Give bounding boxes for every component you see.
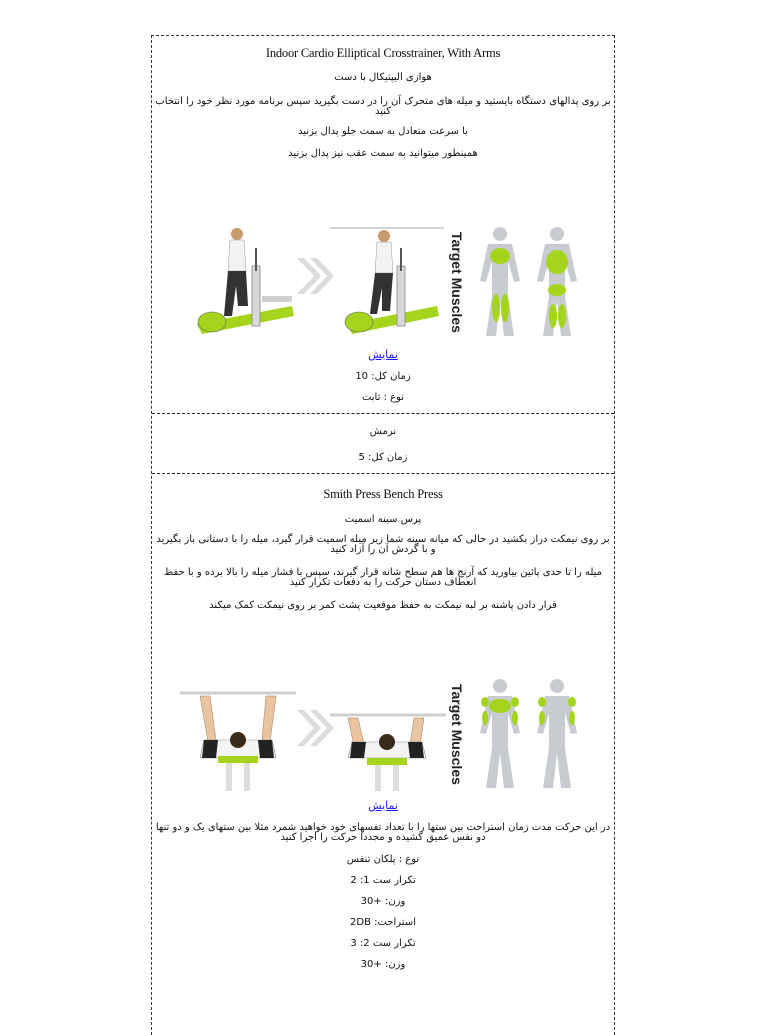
target-muscles-label: Target Muscles: [449, 684, 465, 785]
target-muscles-label: Target Muscles: [449, 232, 465, 333]
transition-arrow-icon: [297, 258, 334, 294]
exercise1-name: هوازی الیپتیکال با دست: [334, 72, 432, 83]
workout-frame: [151, 35, 615, 1035]
exercise1-image-row: [152, 226, 614, 341]
exercise2-illustration: [152, 678, 616, 793]
exercise2-instruction-2: میله را تا حدی پائین بیاورید که آرنج ها هم سطح شانه قرار گیرند، سپس با فشار میله را بالا برده و با حفظ انعطاف دستان حرکت را به دفعات تکرار کنید: [163, 567, 603, 588]
exercise2-show-link[interactable]: نمایش: [368, 799, 398, 812]
exercise1-total-time: زمان کل: 10: [355, 371, 411, 382]
set1-weight: وزن: +30: [360, 896, 406, 907]
section-divider: [152, 413, 614, 414]
exercise2-title: Smith Press Bench Press: [323, 487, 443, 501]
exercise2-type: نوع : پلکان تنفس: [346, 854, 420, 865]
exercise1-instruction-2: با سرعت متعادل به سمت جلو پدال بزنید: [298, 126, 468, 137]
exercise1-instruction-1: بر روی پدالهای دستگاه بایستید و میله های متحرک آن را در دست بگیرید سپس برنامه مورد نظر خود را انتخاب کنید: [155, 96, 611, 117]
exercise2-instruction-1: بر روی نیمکت دراز بکشید در حالی که میانه سینه شما زیر میله اسمیت قرار گیرد، میله را با دستانی باز بگیرید و با گردش آن را آزاد کنید: [156, 534, 610, 555]
target-muscles-front-image: [480, 679, 520, 788]
exercise2-note: در این حرکت مدت زمان استراحت بین ستها را با تعداد تفسهای خود خواهید شمرد مثلا بین ستهای یک و دو تنها دو نفس عمیق کشیده و مجددا حرکت را اجرا کنید: [155, 822, 611, 843]
bench-press-end-image: [330, 715, 446, 791]
transition-arrow-icon: [297, 710, 334, 746]
exercise1-instruction-3: همینطور میتوانید به سمت عقب نیز پدال بزنید: [288, 148, 478, 159]
target-muscles-back-image: [537, 227, 577, 336]
stretch-total-time: زمان کل: 5: [358, 452, 408, 463]
set1-reps: تکرار ست 1: 2: [350, 875, 416, 886]
target-muscles-front-image: [480, 227, 520, 336]
exercise2-image-row: [152, 678, 614, 793]
exercise2-instruction-3: قرار دادن پاشنه بر لبه نیمکت به حفظ موقعیت پشت کمر بر روی نیمکت کمک میکند: [209, 600, 557, 611]
exercise1-illustration: [152, 226, 616, 341]
exercise1-type: نوع : ثابت: [361, 392, 405, 403]
exercise1-show-link[interactable]: نمایش: [368, 348, 398, 361]
set2-weight: وزن: +30: [360, 959, 406, 970]
target-muscles-back-image: [537, 679, 577, 788]
exercise1-title: Indoor Cardio Elliptical Crosstrainer, With Arms: [265, 46, 501, 60]
exercise2-name: پرس سینه اسمیت: [344, 514, 422, 525]
section-divider: [152, 473, 614, 474]
rest-time: استراحت: 2DB: [350, 917, 416, 928]
elliptical-start-image: [180, 228, 300, 338]
elliptical-end-image: [330, 228, 444, 334]
set2-reps: تکرار ست 2: 3: [350, 938, 416, 949]
stretch-name: نرمش: [369, 426, 397, 437]
bench-press-start-image: [180, 693, 296, 791]
